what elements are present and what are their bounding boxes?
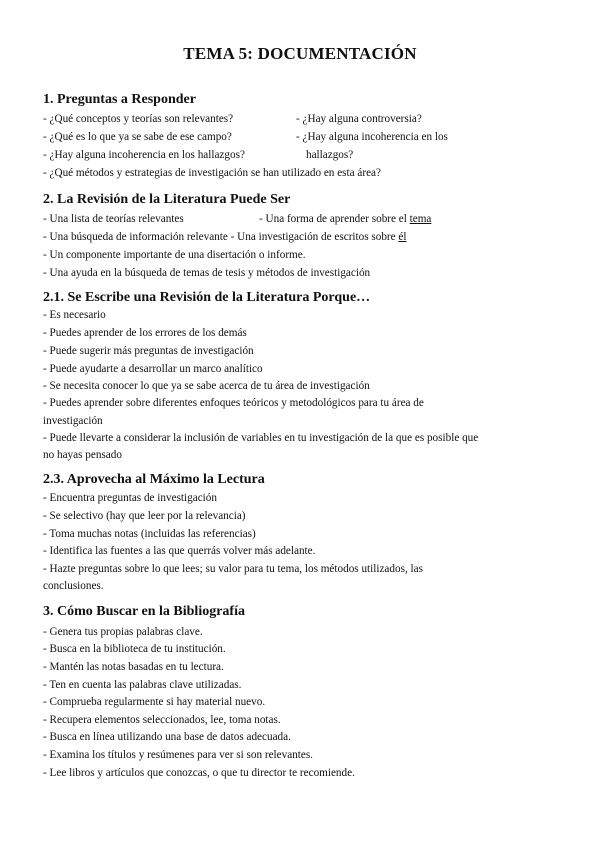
section-2-1-line: - Se necesita conocer lo que ya se sabe acerca de tu área de investigación — [43, 380, 370, 392]
section-1-line: - ¿Qué conceptos y teorías son relevantes? — [43, 113, 234, 125]
section-2-1-line: - Puede llevarte a considerar la inclusión de variables en tu investigación de la que es posible que — [43, 432, 479, 444]
section-1-line: - ¿Hay alguna incoherencia en los hallazgos? — [43, 149, 245, 161]
section-2-heading: 2. La Revisión de la Literatura Puede Ser — [43, 192, 291, 207]
section-3-line: - Ten en cuenta las palabras clave utilizadas. — [43, 679, 242, 691]
section-2-3-line: - Se selectivo (hay que leer por la relevancia) — [43, 510, 246, 522]
section-2-line: - Una búsqueda de información relevante - Una investigación de escritos sobre él — [43, 231, 407, 243]
section-2-3-line: - Toma muchas notas (incluidas las referencias) — [43, 528, 256, 540]
section-2-1-line: - Puede ayudarte a desarrollar un marco analítico — [43, 363, 263, 375]
section-1-right-line: hallazgos? — [306, 149, 354, 161]
section-3-line: - Busca en línea utilizando una base de datos adecuada. — [43, 731, 291, 743]
underlined-word: él — [398, 231, 407, 243]
underlined-word: tema — [409, 213, 432, 225]
section-3-line: - Lee libros y artículos que conozcas, o que tu director te recomiende. — [43, 767, 355, 779]
section-3-line: - Genera tus propias palabras clave. — [43, 626, 203, 638]
section-1-right-line: - ¿Hay alguna incoherencia en los — [296, 131, 448, 143]
section-2-3-line: conclusiones. — [43, 580, 104, 592]
section-1-line: - ¿Qué métodos y estrategias de investigación se han utilizado en esta área? — [43, 167, 381, 179]
section-2-1-line: investigación — [43, 415, 103, 427]
section-2-line: - Una ayuda en la búsqueda de temas de tesis y métodos de investigación — [43, 267, 371, 279]
section-2-1-line: - Puedes aprender sobre diferentes enfoques teóricos y metodológicos para tu área de — [43, 397, 424, 409]
section-1-line: - ¿Qué es lo que ya se sabe de ese campo? — [43, 131, 232, 143]
section-2-3-line: - Hazte preguntas sobre lo que lees; su valor para tu tema, los métodos utilizados, las — [43, 563, 423, 575]
section-2-3-line: - Identifica las fuentes a las que querrás volver más adelante. — [43, 545, 316, 557]
section-2-line: - Una lista de teorías relevantes — [43, 213, 184, 225]
section-2-1-line: - Es necesario — [43, 309, 106, 321]
page-title: TEMA 5: DOCUMENTACIÓN — [183, 44, 417, 63]
section-2-1-line: no hayas pensado — [43, 449, 122, 461]
section-3-line: - Comprueba regularmente si hay material nuevo. — [43, 696, 266, 708]
section-3-line: - Examina los títulos y resúmenes para ver si son relevantes. — [43, 749, 313, 761]
section-3-line: - Busca en la biblioteca de tu institución. — [43, 643, 226, 655]
section-2-1-line: - Puede sugerir más preguntas de investigación — [43, 345, 254, 357]
section-2-3-line: - Encuentra preguntas de investigación — [43, 492, 217, 504]
section-2-3-heading: 2.3. Aprovecha al Máximo la Lectura — [43, 472, 265, 487]
section-2-line: - Un componente importante de una disertación o informe. — [43, 249, 306, 261]
section-1-heading: 1. Preguntas a Responder — [43, 92, 196, 107]
section-2-1-line: - Puedes aprender de los errores de los demás — [43, 327, 247, 339]
section-3-line: - Recupera elementos seleccionados, lee, toma notas. — [43, 714, 281, 726]
section-2-1-heading: 2.1. Se Escribe una Revisión de la Literatura Porque… — [43, 290, 371, 305]
section-2-right-line: - Una forma de aprender sobre el tema — [259, 213, 432, 225]
section-3-line: - Mantén las notas basadas en tu lectura. — [43, 661, 224, 673]
section-1-right-line: - ¿Hay alguna controversia? — [296, 113, 422, 125]
section-3-heading: 3. Cómo Buscar en la Bibliografía — [43, 604, 245, 619]
